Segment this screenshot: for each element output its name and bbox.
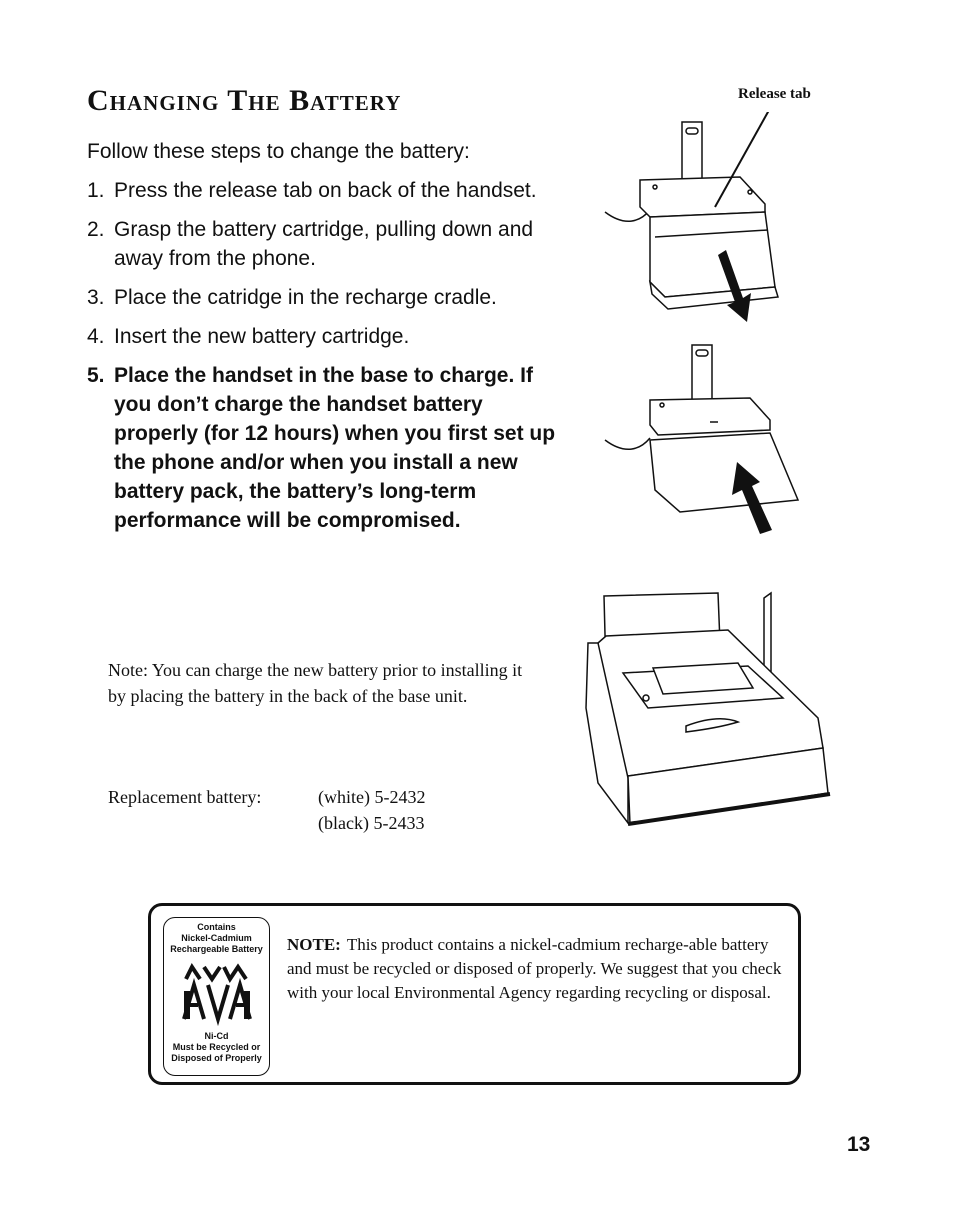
step-4 (87, 322, 557, 351)
badge-bottom-2: Disposed of Properly (171, 1053, 262, 1063)
notice-lead: NOTE: (287, 935, 341, 954)
page-number: 13 (847, 1133, 871, 1156)
badge-chemistry: Ni-Cd (204, 1031, 229, 1041)
step-text: Grasp the battery cartridge, pulling down and away from the phone. (114, 218, 534, 270)
base-unit-illustration (578, 588, 834, 828)
step-text: Place the catridge in the recharge cradle. (114, 286, 497, 309)
steps-list (87, 176, 557, 545)
handset-insert-illustration (600, 340, 830, 540)
step-number: 1. (87, 179, 105, 202)
step-1 (87, 176, 557, 205)
badge-bottom-1: Must be Recycled or (172, 1042, 261, 1052)
badge-line-1: Contains (197, 922, 236, 932)
step-2 (87, 215, 557, 273)
step-text: Place the handset in the base to charge. If you don’t charge the handset battery properly (for 12 hours) when you first set up the phone and/or when you install a new battery pack, the battery’s long-term performance will be compromised. (114, 364, 556, 532)
notice-body: This product contains a nickel-cadmium recharge-able battery and must be recycled or disposed of properly. We suggest that you check with your local Environmental Agency regarding recycling or disposal. (287, 935, 782, 1002)
replacement-white: (white) 5-2432 (318, 787, 426, 807)
step-number: 5. (87, 364, 105, 387)
intro-text: Follow these steps to change the battery: (87, 140, 470, 163)
replacement-black: (black) 5-2433 (318, 813, 425, 833)
step-number: 3. (87, 286, 105, 309)
step-number: 2. (87, 218, 105, 241)
step-number: 4. (87, 325, 105, 348)
recycle-arrows-icon (180, 961, 254, 1029)
notice-text (287, 933, 792, 1005)
replacement-battery-info (108, 784, 425, 836)
step-text: Press the release tab on back of the handset. (114, 179, 537, 202)
nicd-recycle-badge (163, 917, 270, 1076)
step-3 (87, 283, 557, 312)
badge-line-2: Nickel-Cadmium (181, 933, 252, 943)
recycling-notice-box (148, 903, 801, 1085)
badge-line-3: Rechargeable Battery (170, 944, 263, 954)
replacement-label: Replacement battery: (108, 787, 262, 807)
step-text: Insert the new battery cartridge. (114, 325, 410, 348)
charge-note: Note: You can charge the new battery prior to installing it by placing the battery in the back of the base unit. (108, 660, 523, 706)
handset-remove-illustration (600, 112, 830, 327)
step-5 (87, 361, 557, 535)
page-title: Changing The Battery (87, 84, 402, 117)
release-tab-label: Release tab (738, 86, 811, 102)
